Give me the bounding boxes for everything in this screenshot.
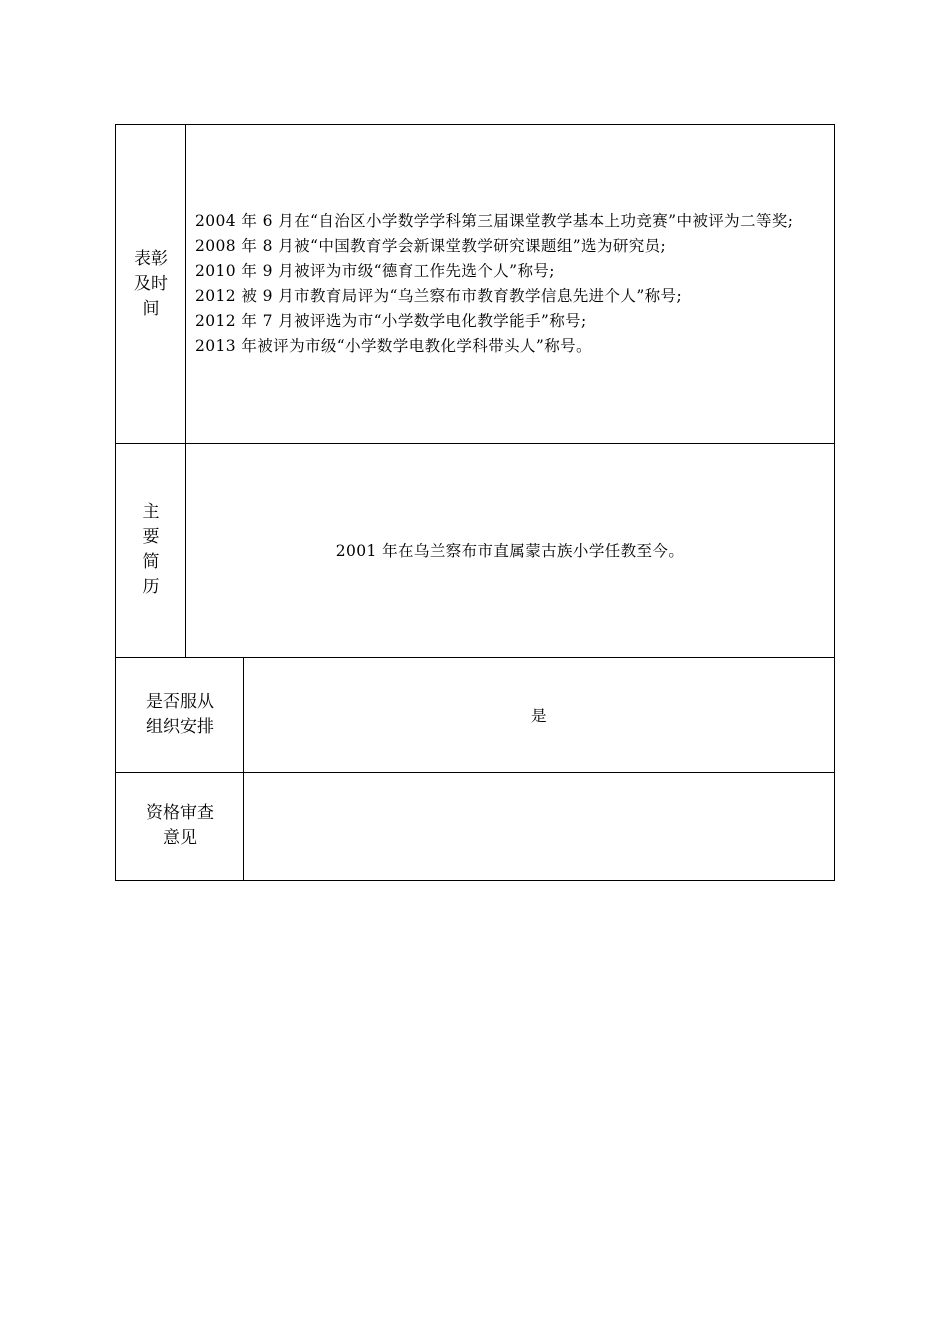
resume-label — [116, 443, 186, 657]
resume-label-char: 主 — [142, 502, 160, 522]
award-item: 2012 年 7 月被评选为市“小学数学电化教学能手”称号; — [195, 312, 587, 330]
awards-label-line-1: 表彰 — [134, 248, 168, 269]
obey-value-cell — [244, 657, 834, 772]
awards-label — [116, 125, 186, 443]
award-item: 2004 年 6 月在“自治区小学数学学科第三届课堂教学基本上功竞赛”中被评为二等奖; — [195, 212, 794, 230]
obey-label-text: 是否服从组织安排 — [146, 691, 214, 737]
awards-content — [186, 125, 834, 443]
review-value-cell — [244, 772, 834, 880]
application-form-table — [115, 124, 835, 881]
resume-label-char: 历 — [142, 577, 160, 597]
obey-label — [116, 657, 244, 772]
resume-text: 2001 年在乌兰察布市直属蒙古族小学任教至今。 — [335, 542, 685, 560]
award-item: 2012 被 9 月市教育局评为“乌兰察布市教育教学信息先进个人”称号; — [195, 287, 683, 305]
award-item: 2010 年 9 月被评为市级“德育工作先选个人”称号; — [195, 262, 555, 280]
resume-label-char: 简 — [142, 552, 160, 572]
award-item: 2008 年 8 月被“中国教育学会新课堂教学研究课题组”选为研究员; — [195, 237, 667, 255]
column-divider — [185, 125, 186, 657]
award-item: 2013 年被评为市级“小学数学电教化学科带头人”称号。 — [195, 337, 592, 355]
review-label — [116, 772, 244, 880]
awards-label-line-2: 及时 — [134, 273, 168, 294]
obey-value: 是 — [531, 706, 547, 725]
resume-content — [186, 443, 834, 657]
resume-label-char: 要 — [142, 527, 160, 547]
review-label-text: 资格审查意见 — [146, 803, 214, 848]
awards-label-line-3: 间 — [142, 298, 160, 319]
column-divider — [243, 657, 244, 880]
